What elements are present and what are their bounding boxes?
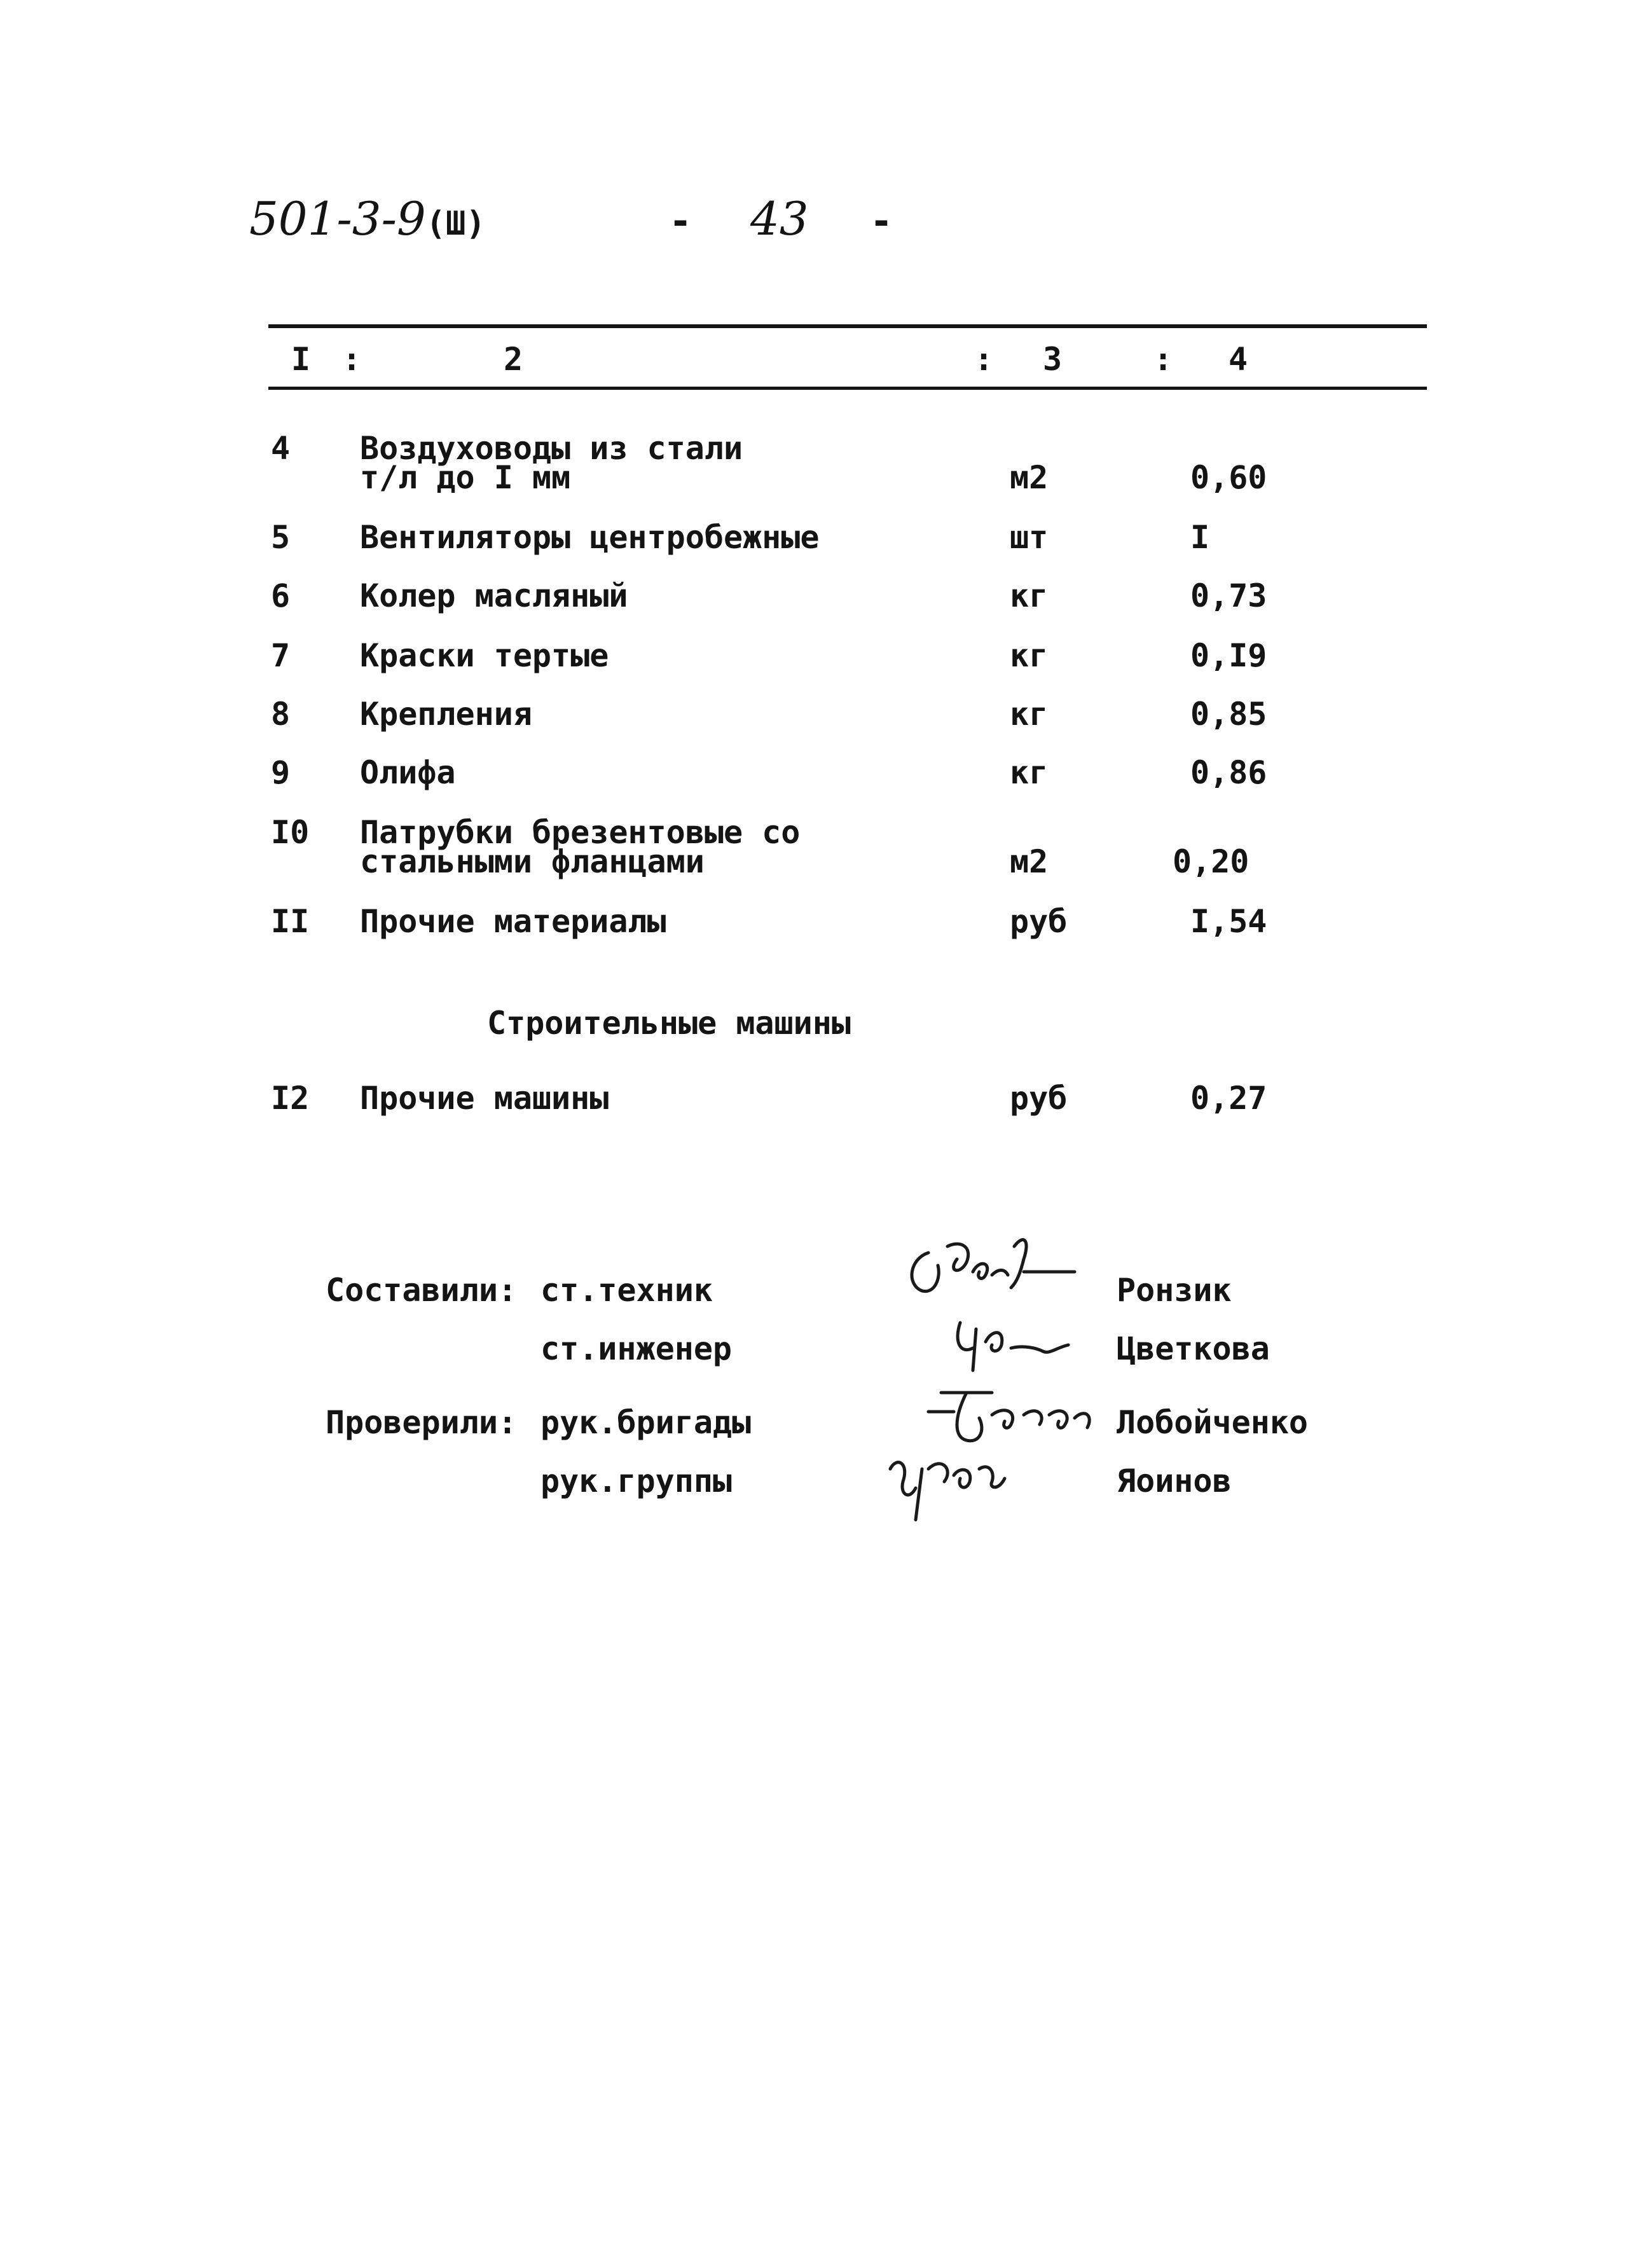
column-1-header: I [291,341,311,378]
row-number: I2 [271,1080,310,1117]
signer-name: Яоинов [1117,1463,1232,1499]
row-quantity: I,54 [1190,903,1267,940]
row-number: 5 [271,519,291,556]
page-dash-right: - [870,199,893,244]
row-quantity: 0,73 [1190,577,1267,614]
row-name: Краски тертые [360,637,609,674]
signature-1-handwriting [903,1234,1106,1316]
row-quantity: 0,86 [1190,754,1267,791]
row-number: 6 [271,577,291,614]
row-quantity: 0,27 [1190,1080,1267,1117]
row-name: Вентиляторы центробежные [360,519,820,556]
column-separator: : [342,341,362,378]
table-top-rule [268,324,1427,328]
row-name: Крепления [360,696,532,733]
row-unit: кг [1010,637,1049,674]
row-number: 7 [271,637,291,674]
row-quantity: 0,20 [1173,843,1249,880]
compiled-label: Составили: [326,1272,518,1309]
row-name: стальными фланцами [360,843,705,880]
row-number: 4 [271,430,291,467]
document-code-suffix: (Ш) [425,205,486,243]
checked-label: Проверили: [326,1404,518,1441]
signer-role: рук.бригады [540,1404,752,1441]
row-name: Воздуховоды из стали [360,430,743,467]
row-unit: кг [1010,754,1049,791]
row-number: II [271,903,310,940]
row-unit: м2 [1010,459,1049,496]
row-name: Прочие материалы [360,903,666,940]
signature-2-handwriting [947,1310,1113,1380]
row-unit: руб [1010,1080,1068,1117]
row-quantity: 0,60 [1190,459,1267,496]
column-3-header: 3 [1043,341,1063,378]
row-unit: кг [1010,696,1049,733]
table-header-rule [268,387,1427,390]
signer-name: Лобойченко [1117,1404,1309,1441]
document-code-number: 501-3-9 [249,192,426,245]
row-number: 8 [271,696,291,733]
row-quantity: I [1190,519,1210,556]
row-name: Прочие машины [360,1080,609,1117]
column-4-header: 4 [1229,341,1248,378]
row-name: Колер масляный [360,577,628,614]
document-code [249,192,486,245]
column-separator: : [974,341,994,378]
row-number: 9 [271,754,291,791]
signer-name: Ронзик [1117,1272,1232,1309]
row-unit: шт [1010,519,1049,556]
column-separator: : [1153,341,1173,378]
row-quantity: 0,85 [1190,696,1267,733]
signer-role: ст.техник [540,1272,713,1309]
signer-role: рук.группы [540,1463,733,1499]
row-quantity: 0,I9 [1190,637,1267,674]
row-unit: м2 [1010,843,1049,880]
row-unit: кг [1010,577,1049,614]
page-dash-left: - [669,199,692,244]
row-name: Патрубки брезентовые со [360,814,801,851]
signer-name: Цветкова [1117,1330,1270,1367]
page-number: 43 [750,192,809,245]
column-2-header: 2 [504,341,523,378]
section-title: Строительные машины [487,1005,851,1042]
signer-role: ст.инженер [540,1330,733,1367]
row-name: т/л до I мм [360,459,571,496]
row-unit: руб [1010,903,1068,940]
signature-4-handwriting [878,1443,1043,1533]
row-name: Олифа [360,754,456,791]
row-number: I0 [271,814,310,851]
